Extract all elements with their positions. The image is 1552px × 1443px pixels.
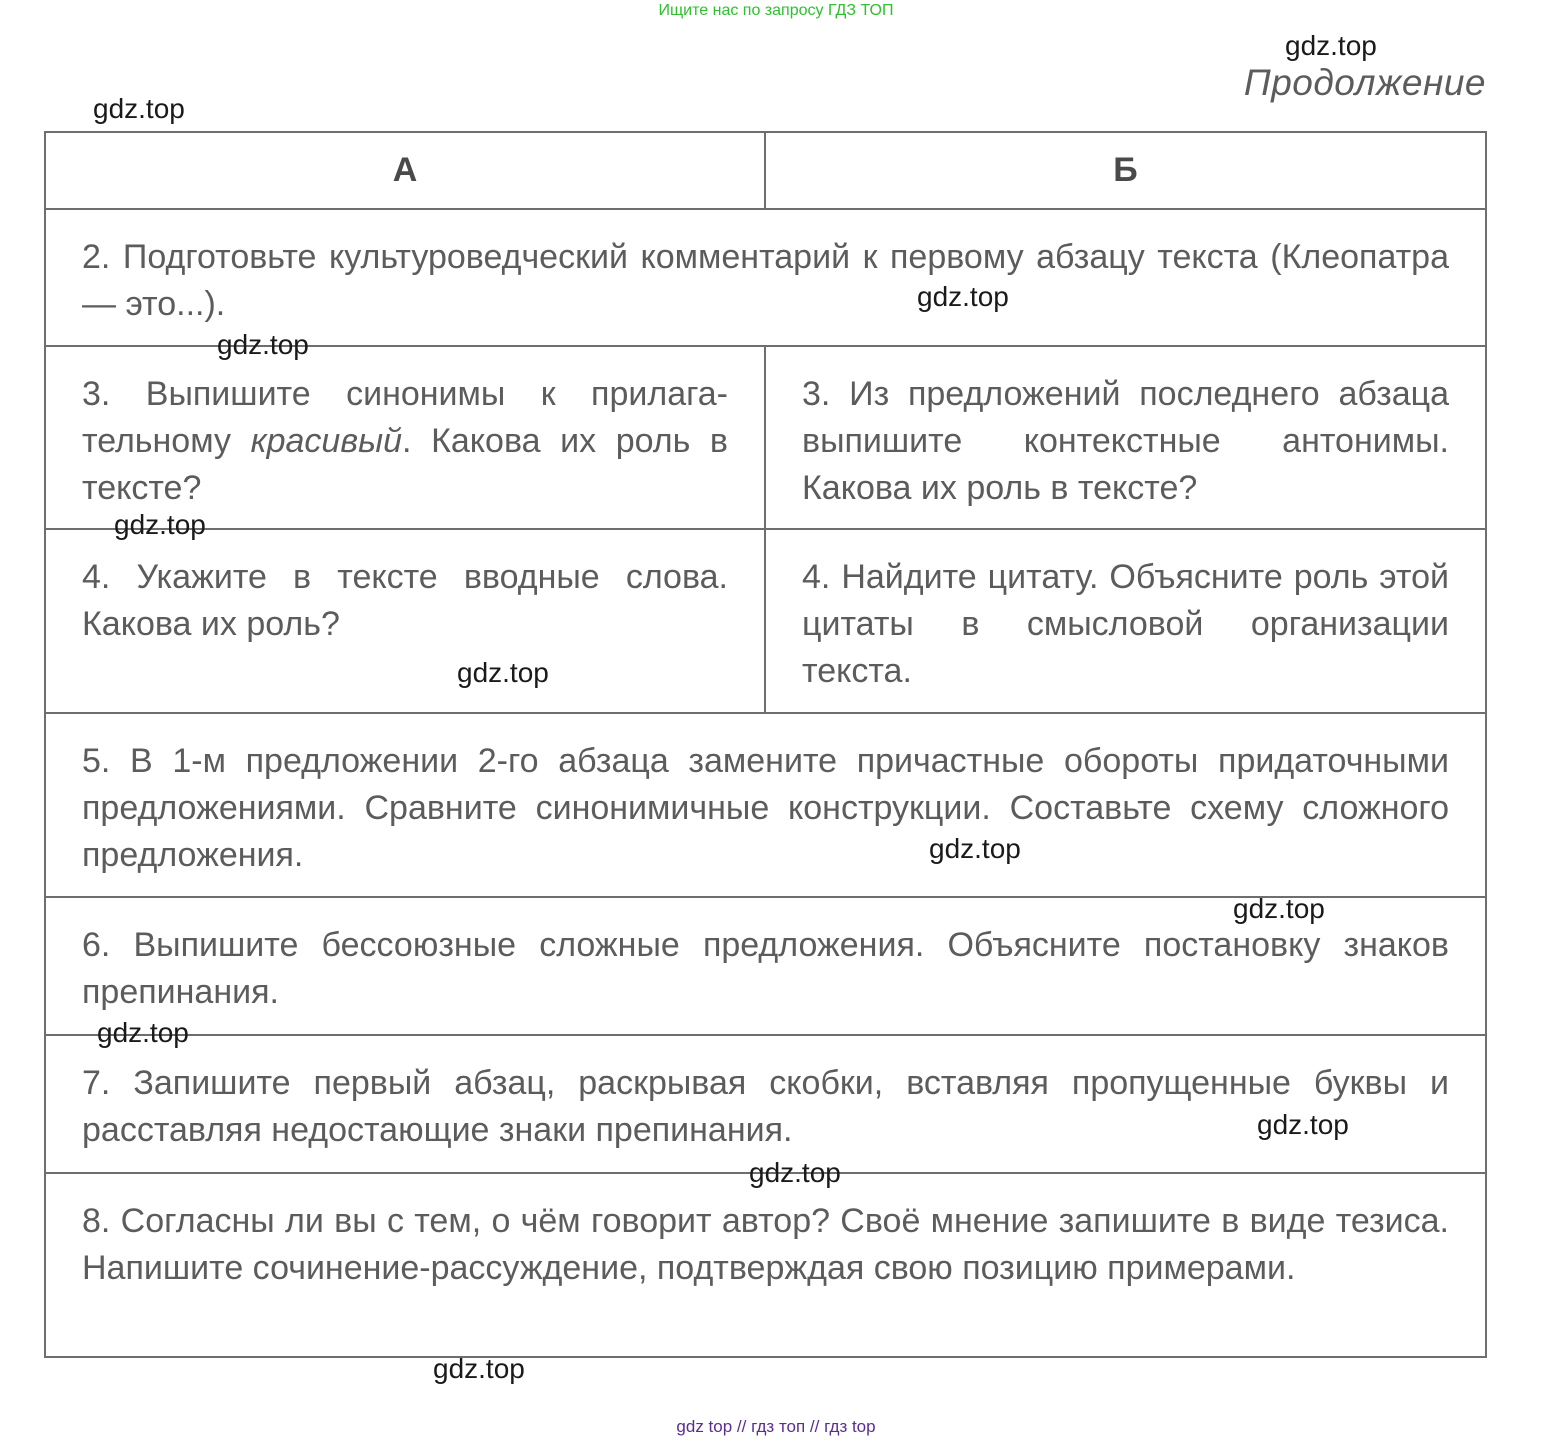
column-header-a: А — [45, 132, 765, 209]
watermark: gdz.top — [1233, 893, 1325, 924]
watermark: gdz.top — [114, 509, 206, 540]
top-banner: Ищите нас по запросу ГДЗ ТОП — [658, 2, 894, 19]
task-5-text: 5. В 1-м предложении 2-го абзаца замените причастные обороты придаточными предложениями. Сравните синонимичные конструкции. Составьте схему сложного предложения. — [82, 742, 1449, 874]
watermark: gdz.top — [917, 281, 1009, 312]
watermark: gdz.top — [97, 1017, 189, 1048]
task-4a-text: 4. Укажите в тексте вводные слова. Какова их роль? — [82, 558, 728, 643]
watermark: gdz.top — [929, 833, 1021, 864]
task-3a-italic-word: красивый — [250, 422, 403, 460]
task-3a-text — [46, 347, 764, 512]
continuation-label: Продолжение — [1243, 62, 1486, 103]
task-4a-cell — [45, 529, 765, 713]
watermark: gdz.top — [217, 329, 309, 360]
watermark: gdz.top — [749, 1157, 841, 1188]
watermark: gdz.top — [1257, 1109, 1349, 1140]
watermark: gdz.top — [1285, 30, 1377, 61]
task-6-text: 6. Выпишите бессоюзные сложные предложения. Объясните постановку знаков препинания. — [82, 926, 1449, 1011]
watermark: gdz.top — [433, 1353, 525, 1384]
task-2-text: 2. Подготовьте культуроведческий комментарий к первому абзацу текста (Клеопатра — это...). — [82, 238, 1449, 323]
task-8-cell — [45, 1173, 1486, 1357]
task-8-text: 8. Согласны ли вы с тем, о чём говорит автор? Своё мнение запишите в виде тезиса. Напишите сочинение-рассуждение, подтверждая свою позицию примерами. — [82, 1202, 1449, 1287]
task-4b-text: 4. Найдите цитату. Объясните роль этой цитаты в смысловой организации текста. — [802, 558, 1449, 690]
watermark: gdz.top — [457, 657, 549, 688]
task-2-cell — [45, 209, 1486, 346]
watermark: gdz.top — [93, 93, 185, 124]
task-3b-text: 3. Из предложений последнего абзаца выпишите контекстные антонимы. Какова их роль в тексте? — [802, 375, 1449, 507]
task-3a-text-start: 3. Выпишите синонимы к прилагательному — [82, 375, 728, 460]
task-3a-cell — [45, 346, 765, 529]
task-7-cell — [45, 1035, 1486, 1173]
footer-links: gdz top // гдз топ // гдз top — [676, 1417, 876, 1436]
task-3a-text-end: . Какова их роль в тексте? — [82, 422, 728, 507]
column-header-b: Б — [765, 132, 1486, 209]
task-3b-cell — [765, 346, 1486, 529]
task-7-text: 7. Запишите первый абзац, раскрывая скобки, вставляя пропущенные буквы и расставляя недостающие знаки препинания. — [82, 1064, 1449, 1149]
task-5-cell — [45, 713, 1486, 897]
task-4b-cell — [765, 529, 1486, 713]
